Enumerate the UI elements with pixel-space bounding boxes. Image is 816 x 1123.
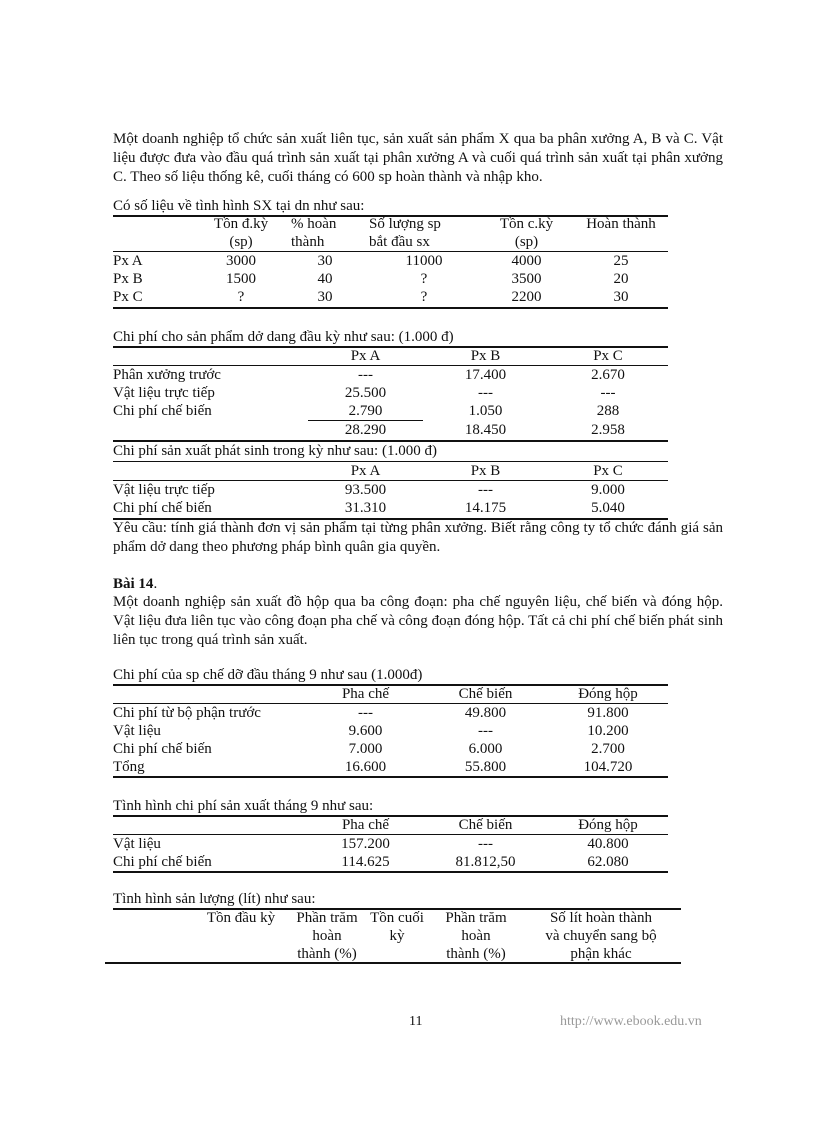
table-row [113, 740, 668, 758]
table-header-row [113, 347, 668, 366]
header-cell: Pha chế [341, 817, 390, 833]
table-row [113, 270, 668, 288]
cell: --- [478, 385, 493, 401]
header-cell: Px C [593, 463, 623, 479]
header-cell: Chế biến [458, 817, 513, 833]
header-cell: Tồn đầu kỳ [206, 910, 276, 926]
table-row [113, 481, 668, 500]
cell: 1500 [226, 271, 256, 287]
cell: 25.500 [344, 385, 387, 401]
cell: 2.958 [591, 421, 625, 438]
period-cost-table [113, 462, 668, 517]
cell: ? [237, 289, 245, 305]
header-cell: Px B [470, 463, 501, 479]
section-title: Chi phí cho sản phẩm dở dang đầu kỳ như sau: (1.000 đ) [113, 329, 454, 345]
header-cell: Chế biến [458, 686, 513, 702]
cell: 30 [613, 289, 629, 305]
cell: Vật liệu [113, 836, 161, 852]
cell: 2.700 [591, 741, 625, 757]
header-cell: Tồn c.kỳ (sp) [499, 216, 554, 250]
table-row [113, 853, 668, 871]
cell: 31.310 [344, 500, 387, 516]
cell: Chi phí từ bộ phận trước [113, 705, 261, 721]
section-title: Tình hình chi phí sản xuất tháng 9 như sau: [113, 798, 374, 814]
cell: 5.040 [591, 500, 625, 516]
cell: 20 [613, 271, 629, 287]
header-cell: Tồn đ.kỳ (sp) [213, 216, 269, 250]
cell: Chi phí chế biến [113, 403, 212, 419]
cell: 1.050 [468, 403, 503, 419]
header-cell: Px A [350, 348, 381, 364]
cell: Phân xưởng trước [113, 367, 221, 383]
table-row [113, 402, 668, 421]
wip-cost-table [113, 347, 668, 439]
header-cell: Phần trăm hoàn thành (%) [445, 910, 507, 962]
header-cell: % hoàn thành [291, 216, 337, 250]
table-row [113, 252, 668, 271]
table-row [113, 758, 668, 776]
header-cell: Số lượng sp bắt đầu sx [369, 216, 441, 250]
cell: ? [420, 289, 428, 305]
table-header-row [113, 816, 668, 835]
table-row [113, 835, 668, 854]
output-volume-table [113, 909, 681, 963]
cell: Tổng [113, 759, 145, 775]
table-row [113, 288, 668, 306]
cell: Chi phí chế biến [113, 741, 212, 757]
cell: 3000 [226, 253, 256, 269]
cell: 18.450 [464, 421, 507, 438]
header-cell: Px A [350, 463, 381, 479]
cell: 91.800 [587, 705, 629, 721]
cell: --- [358, 367, 373, 383]
cell: 288 [596, 403, 620, 419]
cell: 25 [613, 253, 629, 269]
table-header-row [113, 462, 668, 481]
cell: Vật liệu [113, 723, 161, 739]
footer-url: http://www.ebook.edu.vn [560, 1014, 702, 1029]
production-table [113, 215, 668, 306]
page-number: 11 [409, 1014, 423, 1029]
cell: 49.800 [464, 705, 507, 721]
cell: 14.175 [464, 500, 507, 516]
cell: --- [358, 705, 373, 721]
cell: --- [600, 385, 616, 401]
header-cell: Đóng hộp [578, 817, 638, 833]
header-cell: Tồn cuối kỳ [370, 910, 424, 944]
table-header-row [113, 909, 681, 963]
cell: --- [478, 836, 493, 852]
section-title: Chi phí sản xuất phát sinh trong kỳ như sau: (1.000 đ) [113, 443, 437, 459]
header-cell: Pha chế [341, 686, 390, 702]
header-cell: Đóng hộp [578, 686, 638, 702]
cell: Chi phí chế biến [113, 854, 212, 870]
cell: 28.290 [344, 422, 387, 438]
cell: 11000 [405, 253, 443, 269]
cell: 9.000 [591, 482, 625, 498]
intro-subheading: Có số liệu về tình hình SX tại dn như sau: [113, 198, 365, 214]
cell: 55.800 [464, 759, 507, 775]
opening-wip-table [113, 685, 668, 776]
cell: 9.600 [348, 723, 383, 739]
cell: 17.400 [464, 367, 507, 383]
table-row [113, 722, 668, 740]
cell: 6.000 [468, 741, 503, 757]
table-header-row [113, 685, 668, 704]
requirement-paragraph: Yêu cầu: tính giá thành đơn vị sản phẩm tại từng phân xưởng. Biết rằng công ty tổ chức đánh giá sản phẩm dở dang theo phương pháp bình quân gia quyền. [113, 520, 723, 555]
exercise-title: Bài 14. [113, 576, 158, 592]
table-row [113, 421, 668, 440]
cell: 93.500 [344, 482, 387, 498]
cell: 40 [317, 271, 333, 287]
cell: 16.600 [344, 759, 387, 775]
cell: 114.625 [341, 854, 390, 870]
cell: 104.720 [583, 759, 633, 775]
cell: ? [420, 271, 428, 287]
intro-paragraph: Một doanh nghiệp tổ chức sản xuất liên tục, sản xuất sản phẩm X qua ba phân xưởng A, B và C. Vật liệu được đưa vào đầu quá trình sản xuất tại phân xưởng A và cuối quá trình sản xuất tại phân xưởng C. Theo số liệu thống kê, cuối tháng có 600 sp hoàn thành và nhập kho. [113, 131, 723, 185]
cell: Px A [113, 253, 143, 269]
table-header-row [113, 215, 668, 252]
cell [113, 421, 308, 440]
cell: Px C [113, 289, 143, 305]
table-row [113, 384, 668, 402]
cell: 62.080 [587, 854, 629, 870]
cell: 10.200 [587, 723, 629, 739]
cell: Px B [113, 271, 143, 287]
header-cell: Px B [470, 348, 501, 364]
cell: 7.000 [348, 741, 383, 757]
table-row [113, 499, 668, 517]
cell: Vật liệu trực tiếp [113, 482, 215, 498]
section-title: Chi phí của sp chế dỡ đầu tháng 9 như sau (1.000đ) [113, 667, 423, 683]
cell: --- [478, 482, 493, 498]
cell: 30 [317, 253, 333, 269]
exercise-paragraph: Một doanh nghiệp sản xuất đồ hộp qua ba công đoạn: pha chế nguyên liệu, chế biến và đóng hộp. Vật liệu đưa liên tục vào công đoạn pha chế và công đoạn đóng hộp. Tất cả chi phí chế biến phát sinh liên tục trong quá trình sản xuất. [113, 594, 723, 648]
cell: Chi phí chế biến [113, 500, 212, 516]
cell: --- [478, 723, 493, 739]
cell: 40.800 [587, 836, 629, 852]
cell: Vật liệu trực tiếp [113, 385, 215, 401]
header-cell: Số lít hoàn thành và chuyển sang bộ phận khác [545, 910, 657, 962]
september-cost-table [113, 816, 668, 871]
cell: 3500 [511, 271, 542, 287]
header-cell: Px C [593, 348, 623, 364]
cell: 2200 [511, 289, 542, 305]
cell: 81.812,50 [455, 854, 516, 870]
cell: 4000 [511, 253, 542, 269]
table-row [113, 704, 668, 723]
cell: 2.670 [591, 367, 625, 383]
table-row [113, 366, 668, 385]
section-title: Tình hình sản lượng (lít) như sau: [113, 891, 316, 907]
header-cell: Hoàn thành [586, 216, 656, 232]
cell: 30 [317, 289, 333, 305]
cell: 157.200 [341, 836, 390, 852]
header-cell: Phần trăm hoàn thành (%) [296, 910, 358, 962]
cell: 2.790 [308, 402, 423, 421]
